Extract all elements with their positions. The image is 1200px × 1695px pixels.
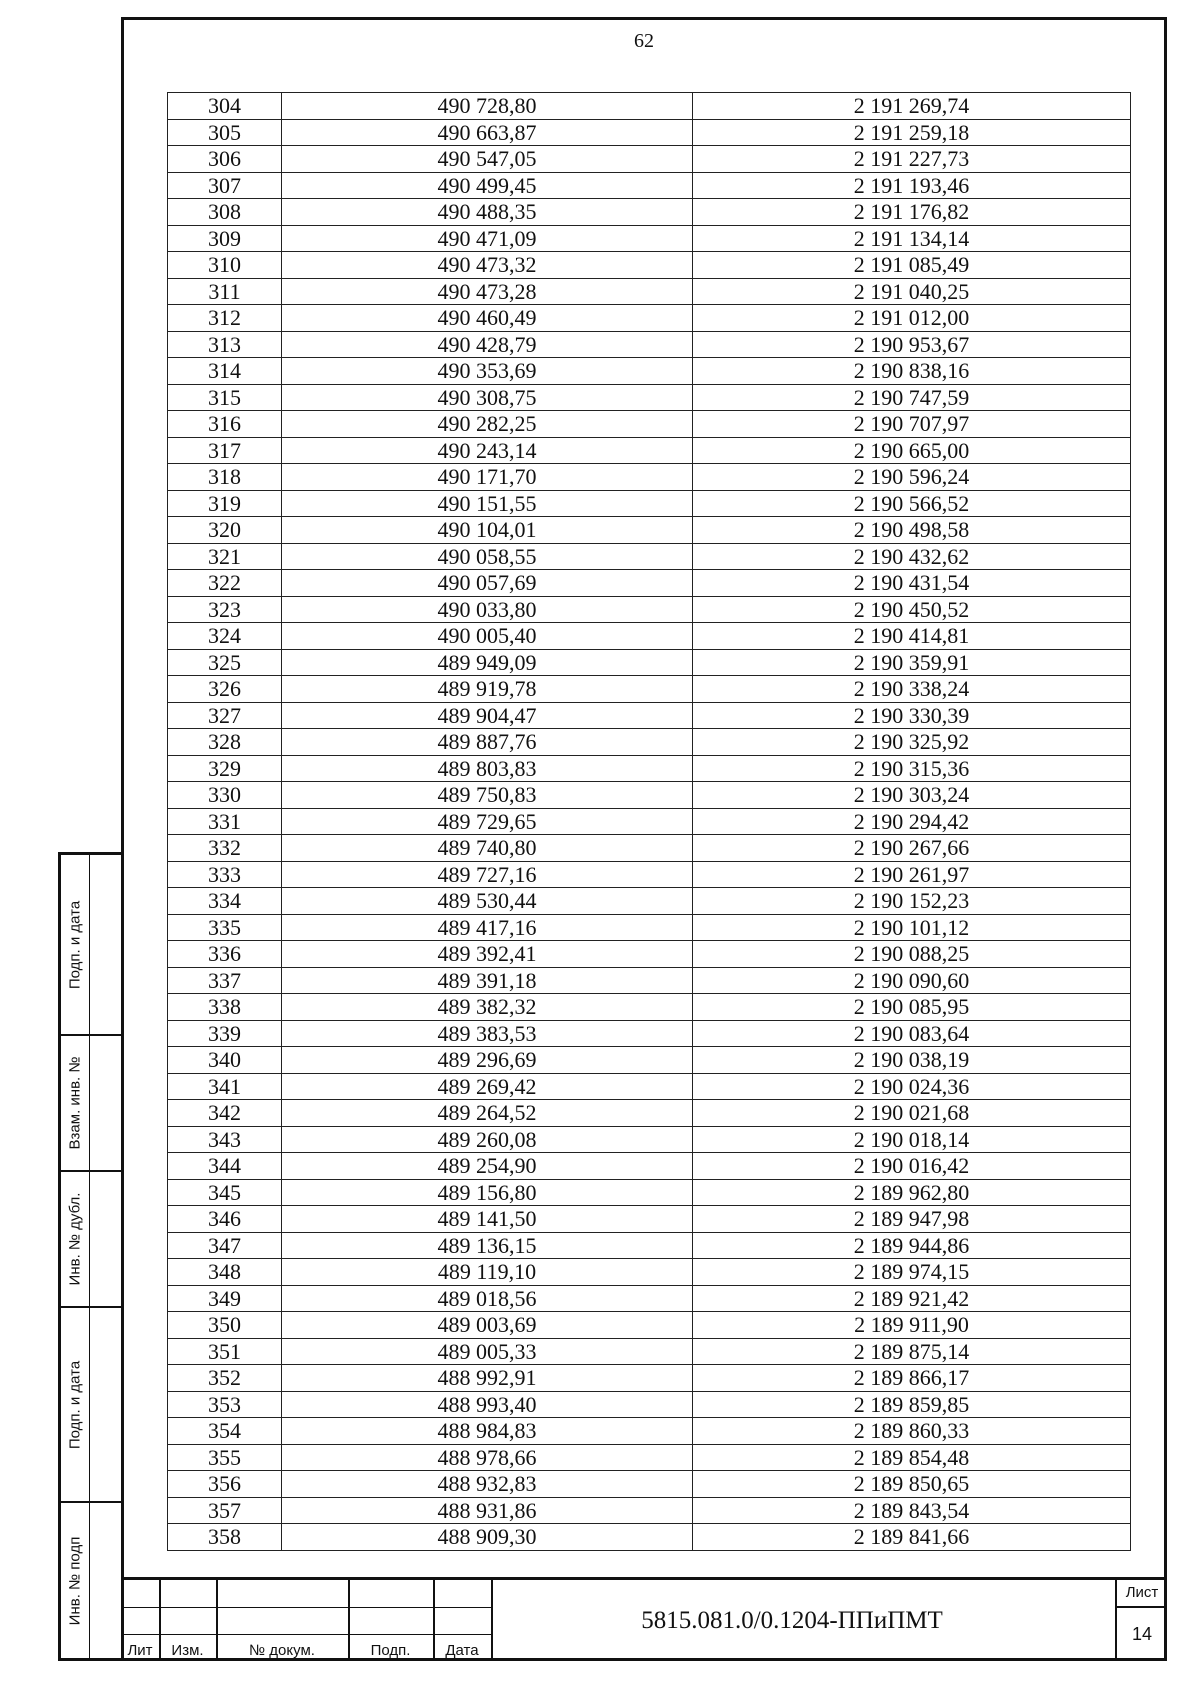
point-number-cell: 315 [168, 384, 282, 411]
x-coordinate-cell: 489 803,83 [282, 755, 693, 782]
table-row [168, 1073, 1131, 1100]
y-coordinate-cell: 2 189 860,33 [693, 1418, 1131, 1445]
point-number-cell: 310 [168, 252, 282, 279]
point-number-cell: 351 [168, 1338, 282, 1365]
y-coordinate-cell: 2 191 259,18 [693, 119, 1131, 146]
side-label: Инв. № дубл. [66, 1192, 84, 1286]
side-cell-inv-podp [61, 1503, 90, 1658]
point-number-cell: 328 [168, 729, 282, 756]
point-number-cell: 317 [168, 437, 282, 464]
x-coordinate-cell: 488 993,40 [282, 1391, 693, 1418]
y-coordinate-cell: 2 190 953,67 [693, 331, 1131, 358]
table-row [168, 1100, 1131, 1127]
x-coordinate-cell: 490 473,32 [282, 252, 693, 279]
y-coordinate-cell: 2 190 085,95 [693, 994, 1131, 1021]
x-coordinate-cell: 489 530,44 [282, 888, 693, 915]
point-number-cell: 337 [168, 967, 282, 994]
y-coordinate-cell: 2 189 875,14 [693, 1338, 1131, 1365]
x-coordinate-cell: 490 353,69 [282, 358, 693, 385]
table-row [168, 994, 1131, 1021]
x-coordinate-cell: 489 018,56 [282, 1285, 693, 1312]
y-coordinate-cell: 2 189 962,80 [693, 1179, 1131, 1206]
point-number-cell: 327 [168, 702, 282, 729]
side-cell-podp-data-1 [61, 855, 90, 1036]
x-coordinate-cell: 489 392,41 [282, 941, 693, 968]
y-coordinate-cell: 2 190 338,24 [693, 676, 1131, 703]
table-row [168, 1391, 1131, 1418]
table-row [168, 93, 1131, 120]
side-empty-cell [90, 1308, 121, 1503]
table-row [168, 146, 1131, 173]
table-row [168, 676, 1131, 703]
x-coordinate-cell: 490 460,49 [282, 305, 693, 332]
table-row [168, 1365, 1131, 1392]
y-coordinate-cell: 2 189 850,65 [693, 1471, 1131, 1498]
x-coordinate-cell: 488 984,83 [282, 1418, 693, 1445]
side-label: Взам. инв. № [66, 1056, 84, 1150]
table-row [168, 623, 1131, 650]
point-number-cell: 307 [168, 172, 282, 199]
table-row [168, 543, 1131, 570]
x-coordinate-cell: 490 005,40 [282, 623, 693, 650]
point-number-cell: 304 [168, 93, 282, 120]
side-label: Подп. и дата [66, 900, 84, 989]
point-number-cell: 349 [168, 1285, 282, 1312]
coordinates-table [167, 92, 1131, 1551]
y-coordinate-cell: 2 190 498,58 [693, 517, 1131, 544]
col-lit-label: Лит [127, 1642, 153, 1659]
x-coordinate-cell: 489 296,69 [282, 1047, 693, 1074]
y-coordinate-cell: 2 191 176,82 [693, 199, 1131, 226]
table-row [168, 1206, 1131, 1233]
point-number-cell: 352 [168, 1365, 282, 1392]
point-number-cell: 326 [168, 676, 282, 703]
x-coordinate-cell: 489 254,90 [282, 1153, 693, 1180]
point-number-cell: 313 [168, 331, 282, 358]
table-row [168, 967, 1131, 994]
table-row [168, 570, 1131, 597]
y-coordinate-cell: 2 190 432,62 [693, 543, 1131, 570]
revision-grid [121, 1580, 491, 1661]
x-coordinate-cell: 490 057,69 [282, 570, 693, 597]
point-number-cell: 338 [168, 994, 282, 1021]
table-row [168, 172, 1131, 199]
y-coordinate-cell: 2 190 596,24 [693, 464, 1131, 491]
x-coordinate-cell: 490 243,14 [282, 437, 693, 464]
y-coordinate-cell: 2 190 747,59 [693, 384, 1131, 411]
table-row [168, 199, 1131, 226]
x-coordinate-cell: 488 931,86 [282, 1497, 693, 1524]
point-number-cell: 342 [168, 1100, 282, 1127]
table-row [168, 305, 1131, 332]
point-number-cell: 325 [168, 649, 282, 676]
x-coordinate-cell: 489 003,69 [282, 1312, 693, 1339]
side-cell-inv-dubl [61, 1172, 90, 1308]
y-coordinate-cell: 2 190 450,52 [693, 596, 1131, 623]
point-number-cell: 354 [168, 1418, 282, 1445]
x-coordinate-cell: 489 887,76 [282, 729, 693, 756]
y-coordinate-cell: 2 190 024,36 [693, 1073, 1131, 1100]
x-coordinate-cell: 489 919,78 [282, 676, 693, 703]
x-coordinate-cell: 490 282,25 [282, 411, 693, 438]
x-coordinate-cell: 490 663,87 [282, 119, 693, 146]
y-coordinate-cell: 2 190 083,64 [693, 1020, 1131, 1047]
y-coordinate-cell: 2 190 088,25 [693, 941, 1131, 968]
point-number-cell: 319 [168, 490, 282, 517]
x-coordinate-cell: 490 473,28 [282, 278, 693, 305]
x-coordinate-cell: 490 499,45 [282, 172, 693, 199]
point-number-cell: 334 [168, 888, 282, 915]
y-coordinate-cell: 2 190 707,97 [693, 411, 1131, 438]
x-coordinate-cell: 489 005,33 [282, 1338, 693, 1365]
point-number-cell: 339 [168, 1020, 282, 1047]
x-coordinate-cell: 489 391,18 [282, 967, 693, 994]
y-coordinate-cell: 2 191 085,49 [693, 252, 1131, 279]
y-coordinate-cell: 2 190 261,97 [693, 861, 1131, 888]
point-number-cell: 348 [168, 1259, 282, 1286]
x-coordinate-cell: 490 728,80 [282, 93, 693, 120]
y-coordinate-cell: 2 189 859,85 [693, 1391, 1131, 1418]
y-coordinate-cell: 2 190 294,42 [693, 808, 1131, 835]
table-row [168, 331, 1131, 358]
y-coordinate-cell: 2 190 090,60 [693, 967, 1131, 994]
y-coordinate-cell: 2 191 269,74 [693, 93, 1131, 120]
document-code: 5815.081.0/0.1204-ППиПМТ [491, 1580, 1091, 1661]
x-coordinate-cell: 490 171,70 [282, 464, 693, 491]
table-row [168, 1153, 1131, 1180]
y-coordinate-cell: 2 190 267,66 [693, 835, 1131, 862]
y-coordinate-cell: 2 189 947,98 [693, 1206, 1131, 1233]
side-cell-podp-data-2 [61, 1308, 90, 1503]
sheet-label: Лист [1117, 1580, 1167, 1608]
point-number-cell: 357 [168, 1497, 282, 1524]
table-row [168, 1126, 1131, 1153]
x-coordinate-cell: 489 729,65 [282, 808, 693, 835]
y-coordinate-cell: 2 189 921,42 [693, 1285, 1131, 1312]
x-coordinate-cell: 489 260,08 [282, 1126, 693, 1153]
y-coordinate-cell: 2 190 359,91 [693, 649, 1131, 676]
table-row [168, 437, 1131, 464]
table-row [168, 888, 1131, 915]
point-number-cell: 314 [168, 358, 282, 385]
table-row [168, 1471, 1131, 1498]
point-number-cell: 346 [168, 1206, 282, 1233]
point-number-cell: 331 [168, 808, 282, 835]
x-coordinate-cell: 490 471,09 [282, 225, 693, 252]
table-row [168, 596, 1131, 623]
table-row [168, 384, 1131, 411]
x-coordinate-cell: 489 141,50 [282, 1206, 693, 1233]
y-coordinate-cell: 2 190 021,68 [693, 1100, 1131, 1127]
x-coordinate-cell: 489 417,16 [282, 914, 693, 941]
side-label: Подп. и дата [66, 1360, 84, 1449]
table-row [168, 119, 1131, 146]
y-coordinate-cell: 2 191 134,14 [693, 225, 1131, 252]
point-number-cell: 320 [168, 517, 282, 544]
x-coordinate-cell: 488 978,66 [282, 1444, 693, 1471]
point-number-cell: 336 [168, 941, 282, 968]
point-number-cell: 329 [168, 755, 282, 782]
y-coordinate-cell: 2 190 665,00 [693, 437, 1131, 464]
side-label: Инв. № подп [66, 1536, 84, 1625]
table-row [168, 517, 1131, 544]
y-coordinate-cell: 2 190 303,24 [693, 782, 1131, 809]
x-coordinate-cell: 490 104,01 [282, 517, 693, 544]
side-cell-vzam-inv [61, 1036, 90, 1172]
point-number-cell: 316 [168, 411, 282, 438]
point-number-cell: 343 [168, 1126, 282, 1153]
table-row [168, 358, 1131, 385]
table-row [168, 464, 1131, 491]
x-coordinate-cell: 489 949,09 [282, 649, 693, 676]
table-row [168, 252, 1131, 279]
table-row [168, 941, 1131, 968]
y-coordinate-cell: 2 190 414,81 [693, 623, 1131, 650]
y-coordinate-cell: 2 189 974,15 [693, 1259, 1131, 1286]
table-row [168, 1524, 1131, 1551]
table-row [168, 225, 1131, 252]
point-number-cell: 350 [168, 1312, 282, 1339]
point-number-cell: 333 [168, 861, 282, 888]
x-coordinate-cell: 489 136,15 [282, 1232, 693, 1259]
y-coordinate-cell: 2 190 101,12 [693, 914, 1131, 941]
x-coordinate-cell: 490 428,79 [282, 331, 693, 358]
y-coordinate-cell: 2 189 866,17 [693, 1365, 1131, 1392]
point-number-cell: 330 [168, 782, 282, 809]
point-number-cell: 335 [168, 914, 282, 941]
y-coordinate-cell: 2 189 944,86 [693, 1232, 1131, 1259]
sheet-number: 14 [1131, 1624, 1153, 1644]
y-coordinate-cell: 2 190 431,54 [693, 570, 1131, 597]
y-coordinate-cell: 2 189 841,66 [693, 1524, 1131, 1551]
y-coordinate-cell: 2 190 018,14 [693, 1126, 1131, 1153]
sheet-box [1115, 1580, 1167, 1661]
x-coordinate-cell: 489 264,52 [282, 1100, 693, 1127]
drawing-frame [121, 17, 1167, 1661]
x-coordinate-cell: 489 727,16 [282, 861, 693, 888]
table-row [168, 1285, 1131, 1312]
col-podp-label: Подп. [370, 1642, 411, 1659]
col-izm-label: Изм. [171, 1642, 204, 1659]
table-row [168, 835, 1131, 862]
x-coordinate-cell: 490 058,55 [282, 543, 693, 570]
table-row [168, 649, 1131, 676]
x-coordinate-cell: 489 382,32 [282, 994, 693, 1021]
point-number-cell: 355 [168, 1444, 282, 1471]
x-coordinate-cell: 490 033,80 [282, 596, 693, 623]
y-coordinate-cell: 2 190 838,16 [693, 358, 1131, 385]
table-row [168, 1047, 1131, 1074]
side-empty-cell [90, 1503, 121, 1658]
point-number-cell: 347 [168, 1232, 282, 1259]
x-coordinate-cell: 489 904,47 [282, 702, 693, 729]
y-coordinate-cell: 2 190 566,52 [693, 490, 1131, 517]
point-number-cell: 358 [168, 1524, 282, 1551]
table-row [168, 411, 1131, 438]
point-number-cell: 344 [168, 1153, 282, 1180]
table-row [168, 1418, 1131, 1445]
point-number-cell: 306 [168, 146, 282, 173]
x-coordinate-cell: 489 383,53 [282, 1020, 693, 1047]
point-number-cell: 318 [168, 464, 282, 491]
point-number-cell: 305 [168, 119, 282, 146]
table-row [168, 1338, 1131, 1365]
point-number-cell: 332 [168, 835, 282, 862]
x-coordinate-cell: 488 992,91 [282, 1365, 693, 1392]
y-coordinate-cell: 2 190 016,42 [693, 1153, 1131, 1180]
table-row [168, 755, 1131, 782]
y-coordinate-cell: 2 191 193,46 [693, 172, 1131, 199]
page-number: 62 [634, 30, 654, 52]
point-number-cell: 322 [168, 570, 282, 597]
table-row [168, 1444, 1131, 1471]
x-coordinate-cell: 490 151,55 [282, 490, 693, 517]
x-coordinate-cell: 490 547,05 [282, 146, 693, 173]
x-coordinate-cell: 489 269,42 [282, 1073, 693, 1100]
col-doc-label: № докум. [249, 1642, 315, 1659]
table-row [168, 861, 1131, 888]
x-coordinate-cell: 488 932,83 [282, 1471, 693, 1498]
x-coordinate-cell: 490 488,35 [282, 199, 693, 226]
point-number-cell: 321 [168, 543, 282, 570]
side-empty-cell [90, 1172, 121, 1308]
point-number-cell: 323 [168, 596, 282, 623]
point-number-cell: 312 [168, 305, 282, 332]
table-row [168, 729, 1131, 756]
point-number-cell: 353 [168, 1391, 282, 1418]
table-row [168, 1232, 1131, 1259]
table-row [168, 490, 1131, 517]
col-date-label: Дата [445, 1642, 479, 1659]
y-coordinate-cell: 2 191 040,25 [693, 278, 1131, 305]
table-row [168, 1020, 1131, 1047]
table-row [168, 1179, 1131, 1206]
point-number-cell: 356 [168, 1471, 282, 1498]
x-coordinate-cell: 489 750,83 [282, 782, 693, 809]
x-coordinate-cell: 488 909,30 [282, 1524, 693, 1551]
point-number-cell: 324 [168, 623, 282, 650]
table-row [168, 1497, 1131, 1524]
side-empty-cell [90, 1036, 121, 1172]
side-empty-cell [90, 855, 121, 1036]
table-row [168, 278, 1131, 305]
y-coordinate-cell: 2 190 038,19 [693, 1047, 1131, 1074]
table-row [168, 1259, 1131, 1286]
table-row [168, 808, 1131, 835]
title-block [121, 1577, 1167, 1661]
x-coordinate-cell: 489 156,80 [282, 1179, 693, 1206]
x-coordinate-cell: 490 308,75 [282, 384, 693, 411]
y-coordinate-cell: 2 190 152,23 [693, 888, 1131, 915]
table-row [168, 702, 1131, 729]
y-coordinate-cell: 2 189 854,48 [693, 1444, 1131, 1471]
point-number-cell: 309 [168, 225, 282, 252]
x-coordinate-cell: 489 740,80 [282, 835, 693, 862]
x-coordinate-cell: 489 119,10 [282, 1259, 693, 1286]
y-coordinate-cell: 2 189 911,90 [693, 1312, 1131, 1339]
y-coordinate-cell: 2 190 315,36 [693, 755, 1131, 782]
y-coordinate-cell: 2 191 012,00 [693, 305, 1131, 332]
y-coordinate-cell: 2 191 227,73 [693, 146, 1131, 173]
point-number-cell: 345 [168, 1179, 282, 1206]
point-number-cell: 311 [168, 278, 282, 305]
point-number-cell: 341 [168, 1073, 282, 1100]
y-coordinate-cell: 2 190 330,39 [693, 702, 1131, 729]
y-coordinate-cell: 2 189 843,54 [693, 1497, 1131, 1524]
table-row [168, 914, 1131, 941]
y-coordinate-cell: 2 190 325,92 [693, 729, 1131, 756]
side-stamp [58, 852, 121, 1661]
table-row [168, 1312, 1131, 1339]
table-row [168, 782, 1131, 809]
point-number-cell: 308 [168, 199, 282, 226]
point-number-cell: 340 [168, 1047, 282, 1074]
